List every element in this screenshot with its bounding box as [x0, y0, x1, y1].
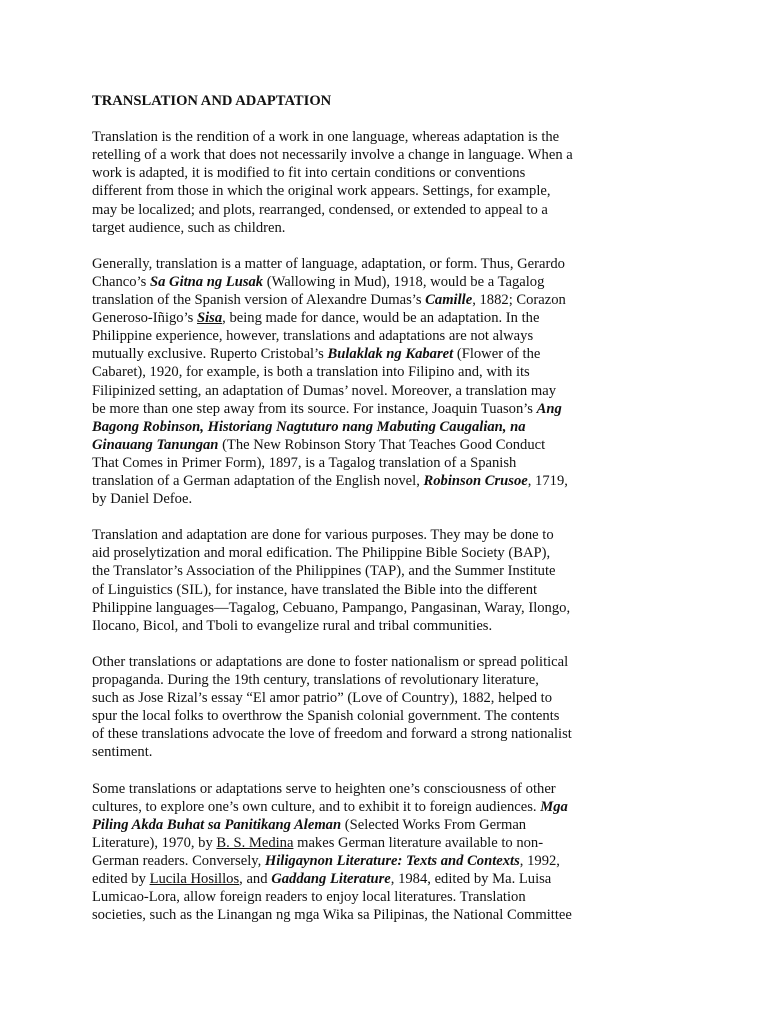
title-reference: Gaddang Literature	[271, 871, 391, 888]
text-run: work is adapted, it is modified to fit into certain conditions or conventions	[92, 165, 526, 182]
text-run: (Flower of the	[453, 346, 541, 363]
text-line	[92, 780, 596, 798]
text-run: Chanco’s	[92, 273, 150, 290]
text-line	[92, 852, 596, 870]
text-run: , and	[239, 871, 272, 888]
text-line	[92, 182, 596, 200]
text-line	[92, 617, 596, 635]
text-line	[92, 526, 596, 544]
text-line	[92, 599, 596, 617]
text-run: retelling of a work that does not necessarily involve a change in language. When a	[92, 147, 573, 164]
text-run: , 1984, edited by Ma. Luisa	[390, 871, 552, 888]
text-run: societies, such as the Linangan ng mga Wika sa Pilipinas, the National Committee	[92, 907, 572, 924]
text-line	[92, 400, 596, 418]
text-line	[92, 653, 596, 671]
paragraph	[92, 526, 596, 635]
text-line	[92, 870, 596, 888]
text-run: Philippine experience, however, translations and adaptations are not always	[92, 328, 534, 345]
name-reference: Lucila Hosillos	[149, 871, 240, 888]
text-line	[92, 689, 596, 707]
text-run: aid proselytization and moral edification. The Philippine Bible Society (BAP),	[92, 545, 551, 562]
title-reference: Camille	[425, 292, 473, 309]
text-line	[92, 146, 596, 164]
text-line	[92, 327, 596, 345]
title-reference: Ginauang Tanungan	[92, 436, 219, 453]
text-run: such as Jose Rizal’s essay “El amor patrio” (Love of Country), 1882, helped to	[92, 690, 552, 707]
text-run: Generoso-Iñigo’s	[92, 310, 197, 327]
text-line	[92, 219, 596, 237]
text-line	[92, 255, 596, 273]
title-reference: Ang	[536, 400, 562, 417]
text-run: (Wallowing in Mud), 1918, would be a Tagalog	[263, 273, 545, 290]
text-run: Lumicao-Lora, allow foreign readers to enjoy local literatures. Translation	[92, 889, 526, 906]
text-run: mutually exclusive. Ruperto Cristobal’s	[92, 346, 328, 363]
text-run: (The New Robinson Story That Teaches Good Conduct	[218, 436, 546, 453]
text-run: cultures, to explore one’s own culture, and to exhibit it to foreign audiences.	[92, 798, 541, 815]
text-line	[92, 418, 596, 436]
text-run: Generally, translation is a matter of language, adaptation, or form. Thus, Gerardo	[92, 255, 565, 272]
text-run: of Linguistics (SIL), for instance, have translated the Bible into the different	[92, 581, 538, 598]
paragraph	[92, 653, 596, 762]
text-line	[92, 345, 596, 363]
text-line	[92, 562, 596, 580]
title-reference: Hiligaynon Literature: Texts and Contexts	[264, 852, 520, 869]
text-run: edited by	[92, 871, 150, 888]
text-line	[92, 436, 596, 454]
text-line	[92, 291, 596, 309]
text-run: sentiment.	[92, 744, 153, 761]
document-body	[92, 128, 596, 924]
text-run: German readers. Conversely,	[92, 852, 265, 869]
text-line	[92, 581, 596, 599]
text-line	[92, 382, 596, 400]
text-run: Filipinized setting, an adaptation of Dumas’ novel. Moreover, a translation may	[92, 382, 556, 399]
text-run: Philippine languages—Tagalog, Cebuano, Pampango, Pangasinan, Waray, Ilongo,	[92, 599, 571, 616]
text-run: be more than one step away from its source. For instance, Joaquin Tuason’s	[92, 400, 537, 417]
text-run: propaganda. During the 19th century, translations of revolutionary literature,	[92, 672, 539, 688]
text-line	[92, 725, 596, 743]
text-run: translation of a German adaptation of the English novel,	[92, 472, 424, 489]
text-line	[92, 888, 596, 906]
document-title: TRANSLATION AND ADAPTATION	[92, 93, 332, 109]
title-reference: Piling Akda Buhat sa Panitikang Aleman	[92, 816, 342, 833]
text-line	[92, 201, 596, 219]
text-line	[92, 743, 596, 761]
name-reference: B. S. Medina	[216, 834, 294, 851]
text-line	[92, 707, 596, 725]
text-run: Translation is the rendition of a work in one language, whereas adaptation is the	[92, 129, 560, 146]
text-line	[92, 816, 596, 834]
text-run: Translation and adaptation are done for various purposes. They may be done to	[92, 527, 554, 544]
title-reference: Bulaklak ng Kabaret	[327, 346, 454, 363]
paragraph	[92, 780, 596, 925]
title-reference: Bagong Robinson, Historiang Nagtuturo nang Mabuting Caugalian, na	[92, 418, 526, 435]
text-run: spur the local folks to overthrow the Spanish colonial government. The contents	[92, 708, 560, 725]
text-line	[92, 128, 596, 146]
paragraph	[92, 255, 596, 508]
text-line	[92, 273, 596, 291]
title-reference: Sa Gitna ng Lusak	[149, 273, 264, 290]
text-line	[92, 544, 596, 562]
text-run: may be localized; and plots, rearranged, condensed, or extended to appeal to a	[92, 201, 548, 218]
title-reference: Mga	[540, 798, 568, 815]
text-run: (Selected Works From German	[341, 816, 527, 833]
title-reference: Robinson Crusoe	[423, 472, 528, 489]
text-run: makes German literature available to non-	[293, 834, 544, 851]
text-line	[92, 454, 596, 472]
text-run: That Comes in Primer Form), 1897, is a Tagalog translation of a Spanish	[92, 454, 517, 471]
text-run: , 1992,	[519, 852, 560, 869]
text-run: , being made for dance, would be an adaptation. In the	[222, 310, 540, 327]
text-run: target audience, such as children.	[92, 219, 286, 236]
text-run: Ilocano, Bicol, and Tboli to evangelize rural and tribal communities.	[92, 617, 493, 634]
text-run: by Daniel Defoe.	[92, 491, 193, 508]
text-line	[92, 164, 596, 182]
text-run: different from those in which the original work appears. Settings, for example,	[92, 183, 551, 200]
text-run: Some translations or adaptations serve to heighten one’s consciousness of other	[92, 780, 556, 797]
text-run: Other translations or adaptations are done to foster nationalism or spread political	[92, 653, 569, 670]
text-run: translation of the Spanish version of Alexandre Dumas’s	[92, 292, 426, 309]
text-line	[92, 906, 596, 924]
text-run: Cabaret), 1920, for example, is both a translation into Filipino and, with its	[92, 364, 530, 381]
text-line	[92, 309, 596, 327]
text-line	[92, 834, 596, 852]
paragraph	[92, 128, 596, 237]
text-run: Literature), 1970, by	[92, 834, 217, 851]
text-line	[92, 671, 596, 689]
text-line	[92, 363, 596, 381]
text-line	[92, 490, 596, 508]
text-run: , 1882; Corazon	[472, 292, 566, 309]
document-page	[92, 92, 596, 942]
text-run: of these translations advocate the love of freedom and forward a strong nationalist	[92, 726, 572, 743]
text-line	[92, 798, 596, 816]
title-reference: Sisa	[196, 310, 223, 327]
text-run: the Translator’s Association of the Philippines (TAP), and the Summer Institute	[92, 563, 556, 580]
text-line	[92, 472, 596, 490]
text-run: , 1719,	[527, 472, 568, 489]
